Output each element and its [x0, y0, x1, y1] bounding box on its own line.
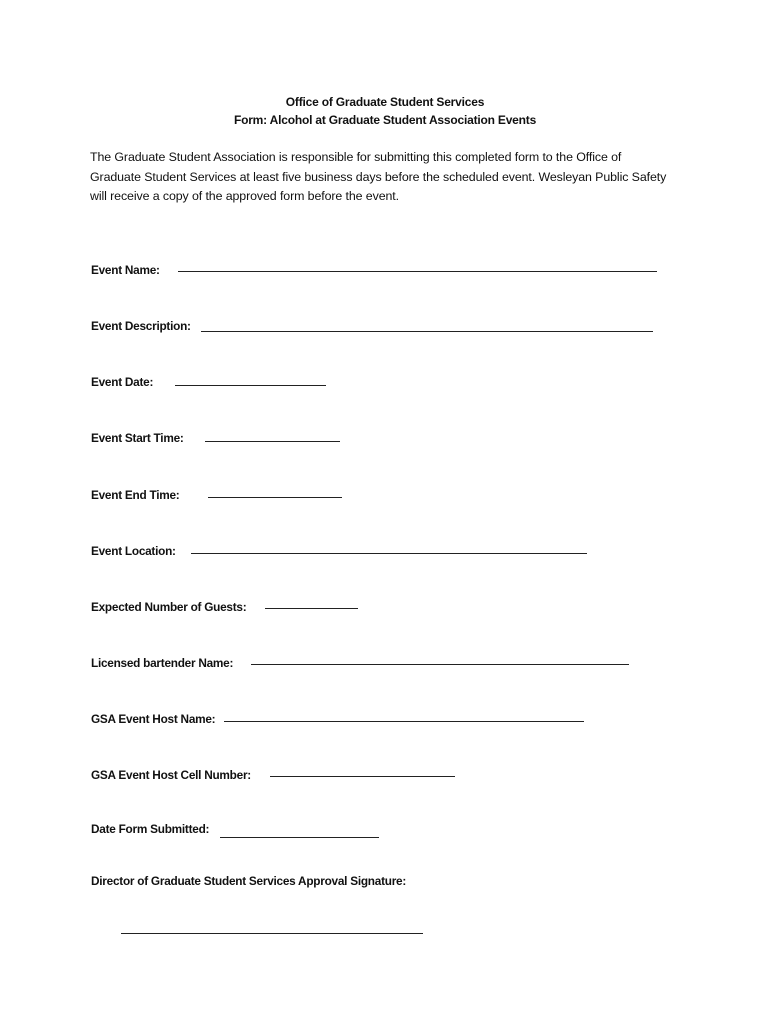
event-description-label: Event Description:: [91, 319, 191, 333]
expected-guests-field[interactable]: [265, 608, 358, 609]
date-submitted-field[interactable]: [220, 837, 379, 838]
director-signature-field[interactable]: [121, 933, 423, 934]
form-title: Form: Alcohol at Graduate Student Association Events: [233, 113, 537, 127]
event-name-label: Event Name:: [91, 263, 160, 277]
event-location-label: Event Location:: [91, 544, 176, 558]
office-title: Office of Graduate Student Services: [285, 95, 485, 109]
event-start-time-label: Event Start Time:: [91, 431, 184, 445]
bartender-name-field[interactable]: [251, 664, 629, 665]
event-end-time-label: Event End Time:: [91, 488, 180, 502]
expected-guests-label: Expected Number of Guests:: [91, 600, 247, 614]
bartender-name-label: Licensed bartender Name:: [91, 656, 234, 670]
host-name-field[interactable]: [224, 721, 584, 722]
host-cell-label: GSA Event Host Cell Number:: [91, 768, 251, 782]
event-date-label: Event Date:: [91, 375, 154, 389]
intro-paragraph: The Graduate Student Association is responsible for submitting this completed form to the Office of Graduate Student Services at least five business days before the scheduled event. Wesleyan Public Safety will receive a copy of the approved form before the event.: [90, 150, 667, 203]
event-name-field[interactable]: [178, 271, 657, 272]
host-cell-field[interactable]: [270, 776, 455, 777]
event-description-field[interactable]: [201, 331, 653, 332]
date-submitted-label: Date Form Submitted:: [91, 822, 210, 836]
event-end-time-field[interactable]: [208, 497, 342, 498]
event-date-field[interactable]: [175, 385, 326, 386]
director-signature-label: Director of Graduate Student Services Approval Signature:: [91, 874, 407, 888]
host-name-label: GSA Event Host Name:: [91, 712, 216, 726]
event-start-time-field[interactable]: [205, 441, 340, 442]
event-location-field[interactable]: [191, 553, 587, 554]
